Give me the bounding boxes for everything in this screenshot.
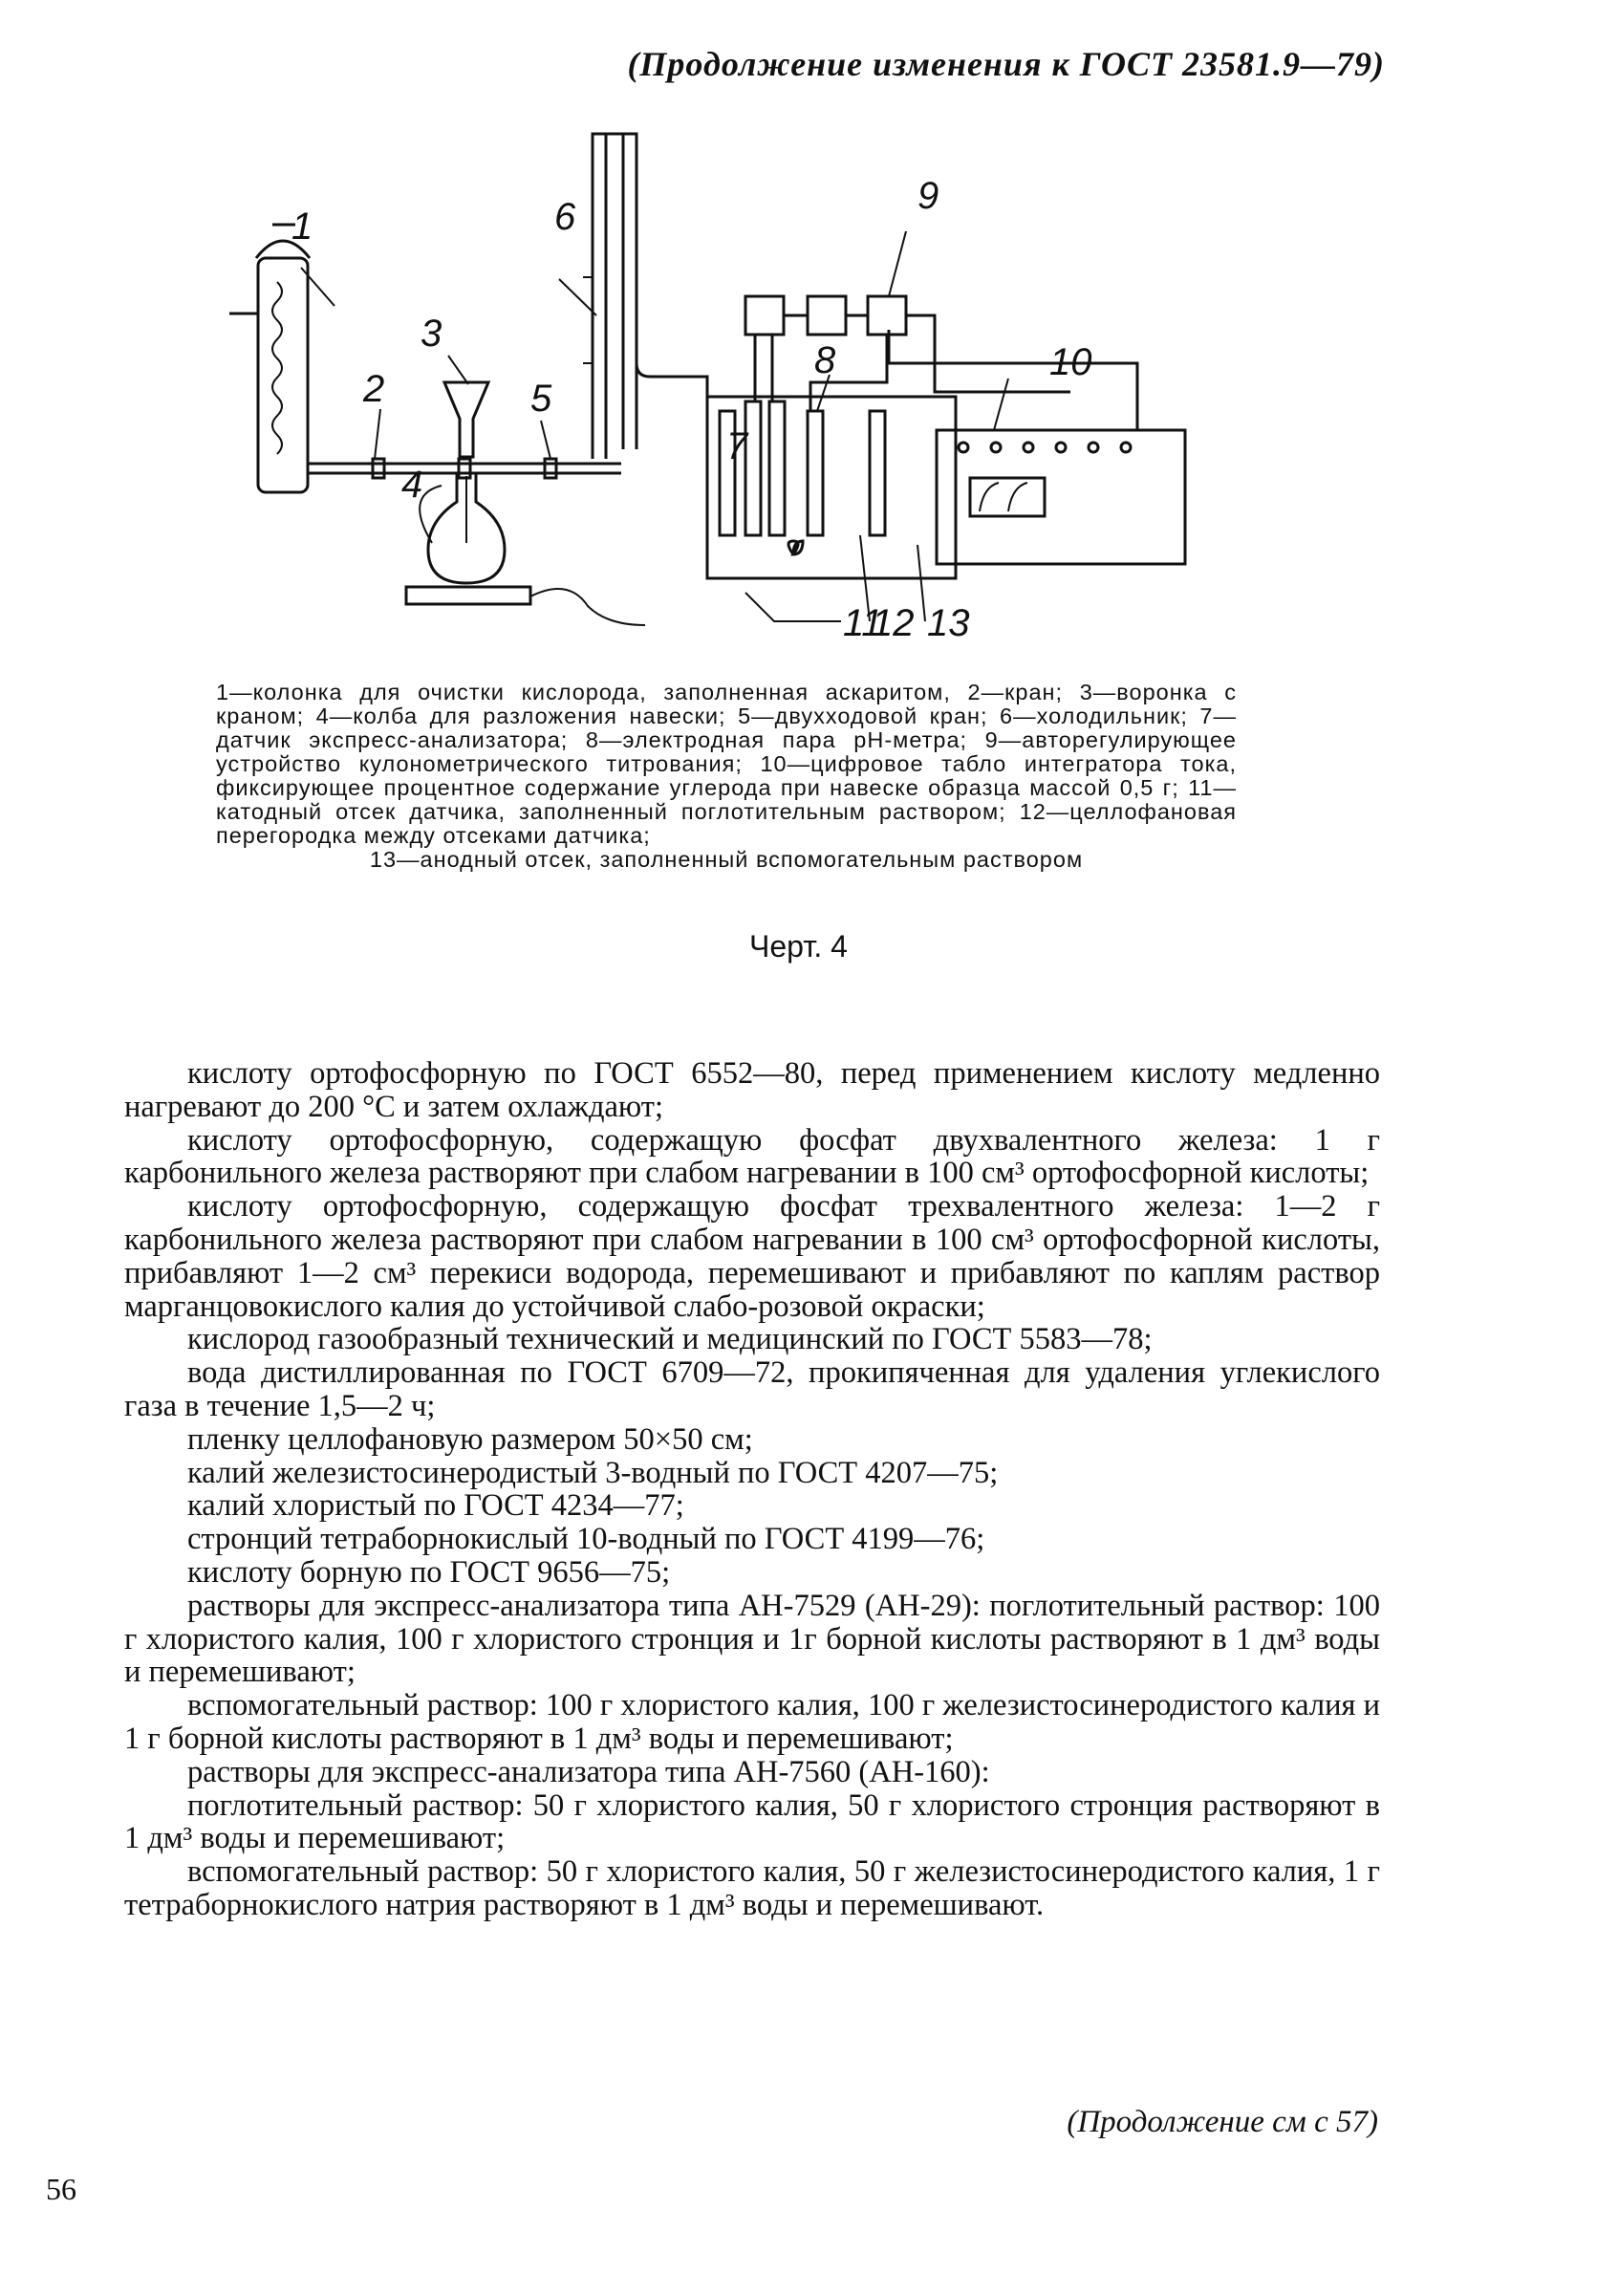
- body-text: [124, 1057, 1380, 1922]
- paragraph: кислоту борную по ГОСТ 9656—75;: [187, 1554, 671, 1590]
- diagram-label-8: 8: [814, 339, 836, 381]
- diagram-label-1: 1: [291, 206, 313, 248]
- paragraph: кислород газообразный технический и медицинский по ГОСТ 5583—78;: [187, 1322, 1153, 1357]
- continuation-note: (Продолжение см с 57): [1067, 2105, 1378, 2139]
- apparatus-svg: [134, 124, 1338, 660]
- paragraph: вода дистиллированная по ГОСТ 6709—72, прокипяченная для удаления углекислого газа в течение 1,5—2 ч;: [124, 1355, 1380, 1423]
- diagram-label-9: 9: [917, 175, 939, 217]
- paragraph: вспомогательный раствор: 50 г хлористого калия, 50 г железистосинеродистого калия, 1 г тетраборнокислого натрия растворяют в 1 дм³ воды и перемешивают.: [124, 1854, 1380, 1922]
- caption-text: 1—колонка для очистки кислорода, заполненная аскаритом, 2—кран; 3—воронка с краном; 4—колба для разложения навески; 5—двухходовой кран; 6—холодильник; 7—датчик экспресс-анализатора; 8—электродная пара рН-метра; 9—авторегулирующее устройство кулонометрического титрования; 10—цифровое табло интегратора тока, фиксирующее процентное содержание углерода при навеске образца массой 0,5 г; 11—катодный отсек датчика, заполненный поглотительным раствором; 12—целлофановая перегородка между отсеками датчика;: [216, 680, 1237, 848]
- figure-caption: [216, 681, 1237, 872]
- paragraph: кислоту ортофосфорную, содержащую фосфат двухвалентного железа: 1 г карбонильного железа растворяют при слабом нагревании в 100 см³ ортофосфорной кислоты;: [124, 1122, 1380, 1191]
- caption-last-line: 13—анодный отсек, заполненный вспомогательным раствором: [369, 847, 1084, 872]
- figure-title: Черт. 4: [749, 929, 848, 964]
- paragraph: растворы для экспресс-анализатора типа АН-7529 (АН-29): поглотительный раствор: 100 г хлористого калия, 100 г хлористого стронция и 1г борной кислоты растворяют в 1 дм³ воды и перемешивают;: [124, 1588, 1380, 1690]
- paragraph: стронций тетраборнокислый 10-водный по ГОСТ 4199—76;: [187, 1522, 985, 1557]
- page-number: 56: [46, 2172, 76, 2206]
- paragraph: вспомогательный раствор: 100 г хлористого калия, 100 г железистосинеродистого калия и 1 г борной кислоты растворяют в 1 дм³ воды и перемешивают;: [124, 1688, 1380, 1756]
- diagram-label-3: 3: [421, 313, 442, 355]
- paragraph: кислоту ортофосфорную по ГОСТ 6552—80, перед применением кислоту медленно нагревают до 200 °С и затем охлаждают;: [124, 1056, 1380, 1124]
- paragraph: поглотительный раствор: 50 г хлористого калия, 50 г хлористого стронция растворяют в 1 дм³ воды и перемешивают;: [124, 1787, 1380, 1856]
- diagram-label-7: 7: [726, 425, 748, 467]
- diagram-label-12: 12: [872, 602, 915, 644]
- diagram-label-10: 10: [1049, 341, 1092, 383]
- diagram-label-6: 6: [554, 196, 576, 238]
- paragraph: калий железистосинеродистый 3-водный по ГОСТ 4207—75;: [187, 1455, 999, 1490]
- page-header: (Продолжение изменения к ГОСТ 23581.9—79): [627, 45, 1385, 83]
- paragraph: пленку целлофановую размером 50×50 см;: [187, 1421, 753, 1457]
- paragraph: калий хлористый по ГОСТ 4234—77;: [187, 1488, 684, 1524]
- paragraph: растворы для экспресс-анализатора типа АН-7560 (АН-160):: [187, 1754, 990, 1789]
- apparatus-diagram: [134, 124, 1338, 660]
- diagram-label-11: 11: [843, 602, 883, 644]
- paragraph: кислоту ортофосфорную, содержащую фосфат трехвалентного железа: 1—2 г карбонильного железа растворяют при слабом нагревании в 100 см³ ортофосфорной кислоты, прибавляют 1—2 см³ перекиси водорода, перемешивают и прибавляют по каплям раствор марганцовокислого калия до устойчивой слабо-розовой окраски;: [124, 1189, 1380, 1324]
- diagram-label-13: 13: [927, 602, 970, 644]
- diagram-label-5: 5: [530, 378, 552, 420]
- diagram-label-2: 2: [363, 368, 385, 410]
- diagram-label-4: 4: [401, 464, 423, 506]
